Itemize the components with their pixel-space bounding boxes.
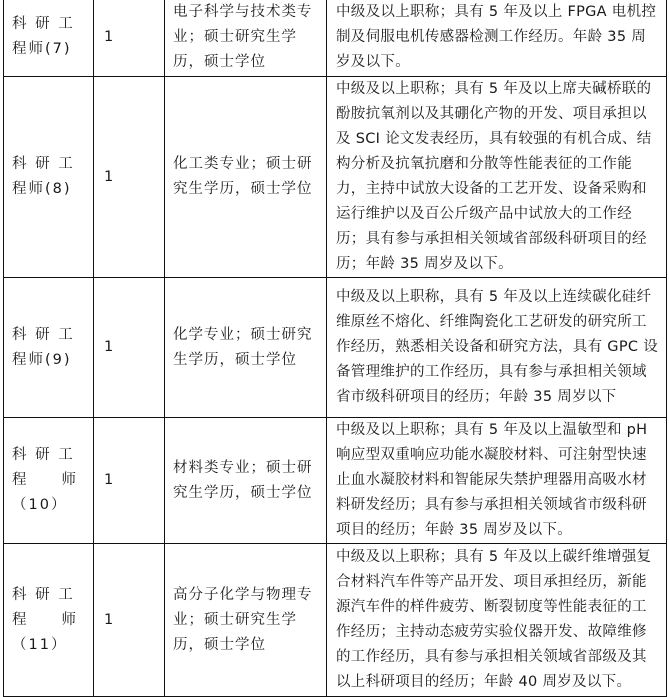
major-cell: 化学专业；硕士研究生学历，硕士学位 bbox=[165, 278, 327, 418]
position-title-line: 科 研 工 bbox=[12, 447, 75, 463]
major-cell: 材料类专业；硕士研究生学历，硕士学位 bbox=[165, 418, 327, 544]
headcount-cell: 1 bbox=[94, 544, 165, 697]
headcount-cell: 1 bbox=[94, 278, 165, 418]
position-title-line: 程师(9) bbox=[12, 351, 72, 368]
position-title-cell bbox=[4, 0, 94, 77]
job-requirements-table bbox=[3, 0, 667, 697]
requirements-cell: 中级及以上职称；具有 5 年及以上碳纤维增强复合材料汽车件等产品开发、项目承担经历，新能源汽车件的样件疲劳、断裂韧度等性能表征的工作经历；主持动态疲劳实验仪器开发、故障维修的工作经历，具有参与承担相关领域省部级及其以上科研项目的经历；年龄 40 周岁及以下。 bbox=[327, 544, 667, 697]
table-row bbox=[4, 544, 667, 697]
position-title-line: 程师(8) bbox=[12, 181, 72, 197]
headcount-cell: 1 bbox=[94, 0, 165, 77]
major-cell: 化工类专业；硕士研究生学历，硕士学位 bbox=[165, 77, 327, 278]
position-title-line: 程 师 bbox=[12, 611, 78, 628]
position-title-cell bbox=[4, 77, 94, 278]
headcount-cell: 1 bbox=[94, 418, 165, 544]
headcount-cell: 1 bbox=[94, 77, 165, 278]
position-title-cell bbox=[4, 544, 94, 697]
requirements-cell: 中级及以上职称，具有 5 年及以上连续碳化硅纤维原丝不熔化、纤维陶瓷化工艺研发的研究所工作经历，熟悉相关设备和研究方法，具有 GPC 设备管理维护的工作经历，具有参与承担相关领域省市级科研项目的经历；年龄 35 周岁以下 bbox=[327, 278, 667, 418]
position-title-cell bbox=[4, 418, 94, 544]
requirements-cell: 中级及以上职称；具有 5 年及以上 FPGA 电机控制及伺服电机传感器检测工作经历。年龄 35 周岁及以下。 bbox=[327, 0, 667, 77]
table-row bbox=[4, 278, 667, 418]
position-title-line: 程师(7) bbox=[12, 41, 72, 57]
position-title-line: 科 研 工 bbox=[12, 16, 75, 32]
table-row bbox=[4, 418, 667, 544]
major-cell: 高分子化学与物理专业；硕士研究生学历，硕士学位 bbox=[165, 544, 327, 697]
position-title-line: 科 研 工 bbox=[12, 326, 75, 343]
table-row bbox=[4, 0, 667, 77]
position-title-line: 科 研 工 bbox=[12, 586, 75, 603]
position-title-line: 程 师 bbox=[12, 472, 78, 488]
table-row bbox=[4, 77, 667, 278]
position-title-line: 科 研 工 bbox=[12, 156, 75, 172]
requirements-cell: 中级及以上职称；具有 5 年及以上温敏型和 pH 响应型双重响应功能水凝胶材料、可注射型快速止血水凝胶材料和智能尿失禁护理器用高吸水材料研发经历；具有参与承担相关领域省市级科研项目的经历；年龄 35 周岁及以下。 bbox=[327, 418, 667, 544]
position-title-line: （11） bbox=[12, 636, 68, 653]
position-title-cell bbox=[4, 278, 94, 418]
major-cell: 电子科学与技术类专业；硕士研究生学历，硕士学位 bbox=[165, 0, 327, 77]
position-title-line: （10） bbox=[12, 497, 68, 513]
requirements-cell: 中级及以上职称；具有 5 年及以上席夫碱桥联的酚胺抗氧剂以及其硼化产物的开发、项目承担以及 SCI 论文发表经历，具有较强的有机合成、结构分析及抗氧抗磨和分散等性能表征的工作能力，主持中试放大设备的工艺开发、设备采购和运行维护以及百公斤级产品中试放大的工作经历；具有参与承担相关领域省部级科研项目的经历；年龄 35 周岁及以下。 bbox=[327, 77, 667, 278]
